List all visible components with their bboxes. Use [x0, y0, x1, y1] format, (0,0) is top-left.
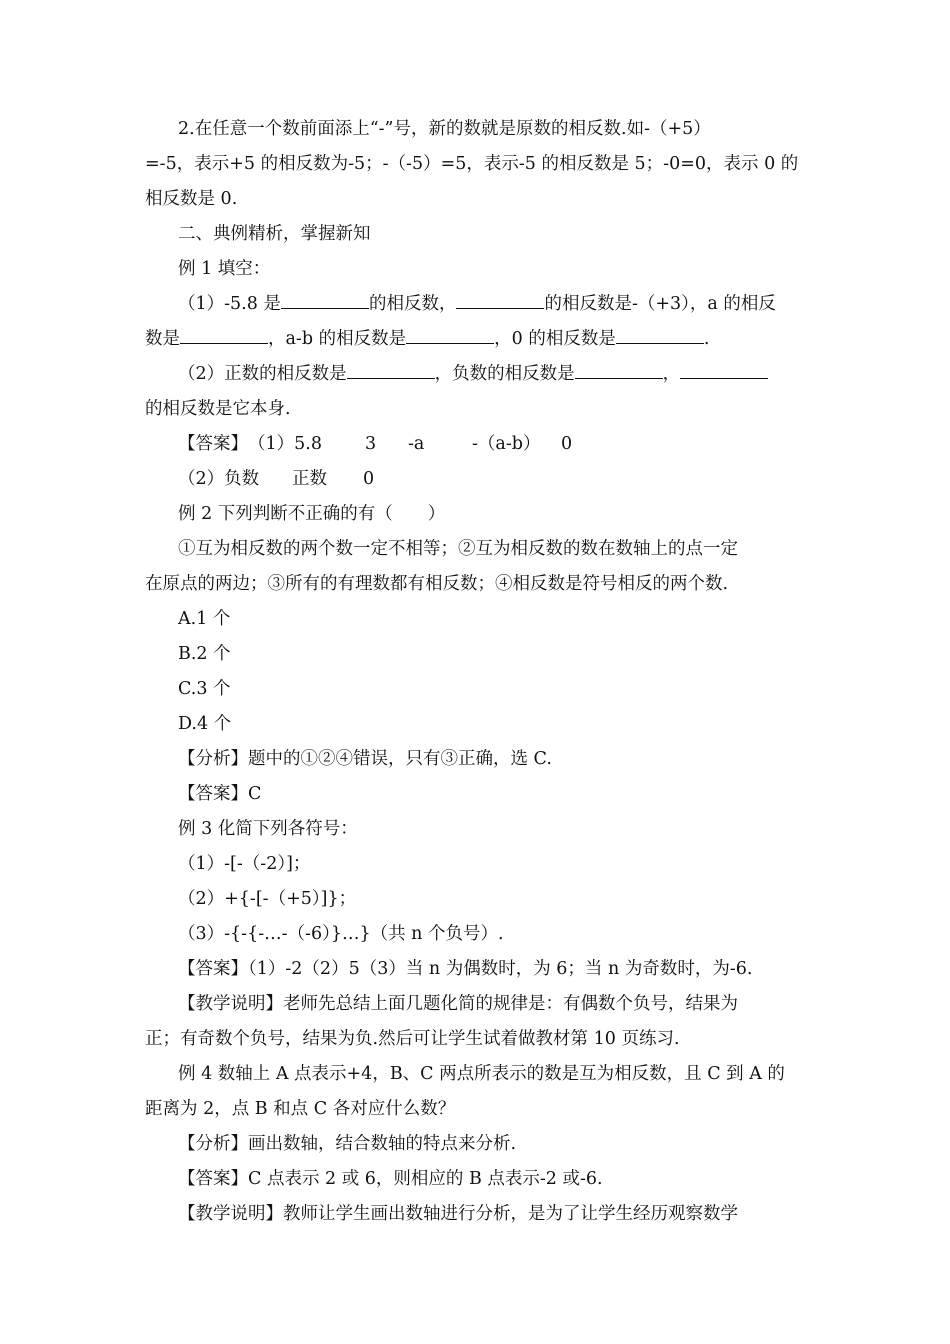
question-text: （1）-5.8 是 [178, 294, 281, 314]
question-text: . [703, 329, 710, 349]
question-text: ，0 的相反数是 [494, 329, 616, 349]
question-text: 数是 [145, 329, 180, 349]
document-page [145, 112, 810, 1232]
example-1-answer-1 [145, 427, 810, 462]
paragraph-line: =-5，表示+5 的相反数为-5；-（-5）=5，表示-5 的相反数是 5；-0=0，表示 0 的 [145, 154, 799, 174]
example-2-statements-cont: 在原点的两边；③所有的有理数都有相反数；④相反数是符号相反的两个数. [145, 574, 729, 594]
example-3-teaching-note-cont: 正；有奇数个负号，结果为负.然后可让学生试着做教材第 10 页练习. [145, 1029, 680, 1049]
example-1-title: 例 1 填空： [178, 259, 271, 279]
example-3-item-1: （1）-[-（-2）]； [178, 854, 311, 874]
example-3-item-2: （2）+{-[-（+5）]}； [178, 889, 357, 909]
question-text: 的相反数， [368, 294, 457, 314]
example-1-question-1 [145, 287, 810, 322]
example-1-question-2-cont: 的相反数是它本身. [145, 399, 291, 419]
example-2-statements: ①互为相反数的两个数一定不相等；②互为相反数的数在数轴上的点一定 [178, 539, 738, 559]
answer-value: -a [408, 434, 425, 454]
example-4-question: 例 4 数轴上 A 点表示+4，B、C 两点所表示的数是互为相反数，且 C 到 A 的 [178, 1064, 785, 1084]
option-c: C.3 个 [178, 679, 231, 699]
answer-value: （1）5.8 [248, 434, 322, 454]
paragraph-line: 相反数是 0. [145, 189, 238, 209]
paragraph-line: 2.在任意一个数前面添上“-”号，新的数就是原数的相反数.如-（+5） [178, 119, 711, 139]
question-text: 的相反数是-（+3），a 的相反 [544, 294, 776, 314]
answer-value: 正数 [292, 469, 327, 489]
question-text: ，a-b 的相反数是 [268, 329, 407, 349]
answer-value: （2）负数 [178, 469, 260, 489]
answer-blank [180, 327, 268, 344]
example-2-answer: 【答案】C [178, 784, 262, 804]
answer-blank [680, 362, 768, 379]
answer-blank [456, 292, 544, 309]
answer-blank [347, 362, 435, 379]
example-2-analysis: 【分析】题中的①②④错误，只有③正确，选 C. [178, 749, 552, 769]
example-3-item-3: （3）-{-{-…-（-6）}…}（共 n 个负号）. [178, 924, 504, 944]
example-1-question-1-cont [145, 322, 810, 357]
option-a: A.1 个 [178, 609, 231, 629]
example-4-analysis: 【分析】画出数轴，结合数轴的特点来分析. [178, 1134, 517, 1154]
question-text: ， [662, 364, 681, 384]
answer-blank [616, 327, 704, 344]
example-2-title: 例 2 下列判断不正确的有（ ） [178, 504, 446, 524]
question-text: ，负数的相反数是 [434, 364, 575, 384]
example-1-answer-2 [145, 462, 810, 497]
example-4-teaching-note: 【教学说明】教师让学生画出数轴进行分析，是为了让学生经历观察数学 [178, 1204, 738, 1224]
answer-blank [575, 362, 663, 379]
answer-blank [406, 327, 494, 344]
question-text: （2）正数的相反数是 [178, 364, 347, 384]
option-b: B.2 个 [178, 644, 231, 664]
answer-value: 0 [363, 469, 375, 489]
example-1-question-2 [145, 357, 810, 392]
example-3-answer: 【答案】（1）-2（2）5（3）当 n 为偶数时，为 6；当 n 为奇数时，为-6. [178, 959, 753, 979]
example-3-teaching-note: 【教学说明】老师先总结上面几题化简的规律是：有偶数个负号，结果为 [178, 994, 738, 1014]
option-d: D.4 个 [178, 714, 232, 734]
answer-tag: 【答案】 [178, 434, 248, 454]
section-heading: 二、典例精析，掌握新知 [178, 224, 371, 244]
answer-blank [281, 292, 369, 309]
example-4-answer: 【答案】C 点表示 2 或 6，则相应的 B 点表示-2 或-6. [178, 1169, 603, 1189]
example-4-question-cont: 距离为 2，点 B 和点 C 各对应什么数？ [145, 1099, 456, 1119]
answer-value: 3 [365, 434, 377, 454]
example-3-title: 例 3 化简下列各符号： [178, 819, 358, 839]
answer-value: -（a-b） [472, 434, 541, 454]
answer-value: 0 [561, 434, 573, 454]
